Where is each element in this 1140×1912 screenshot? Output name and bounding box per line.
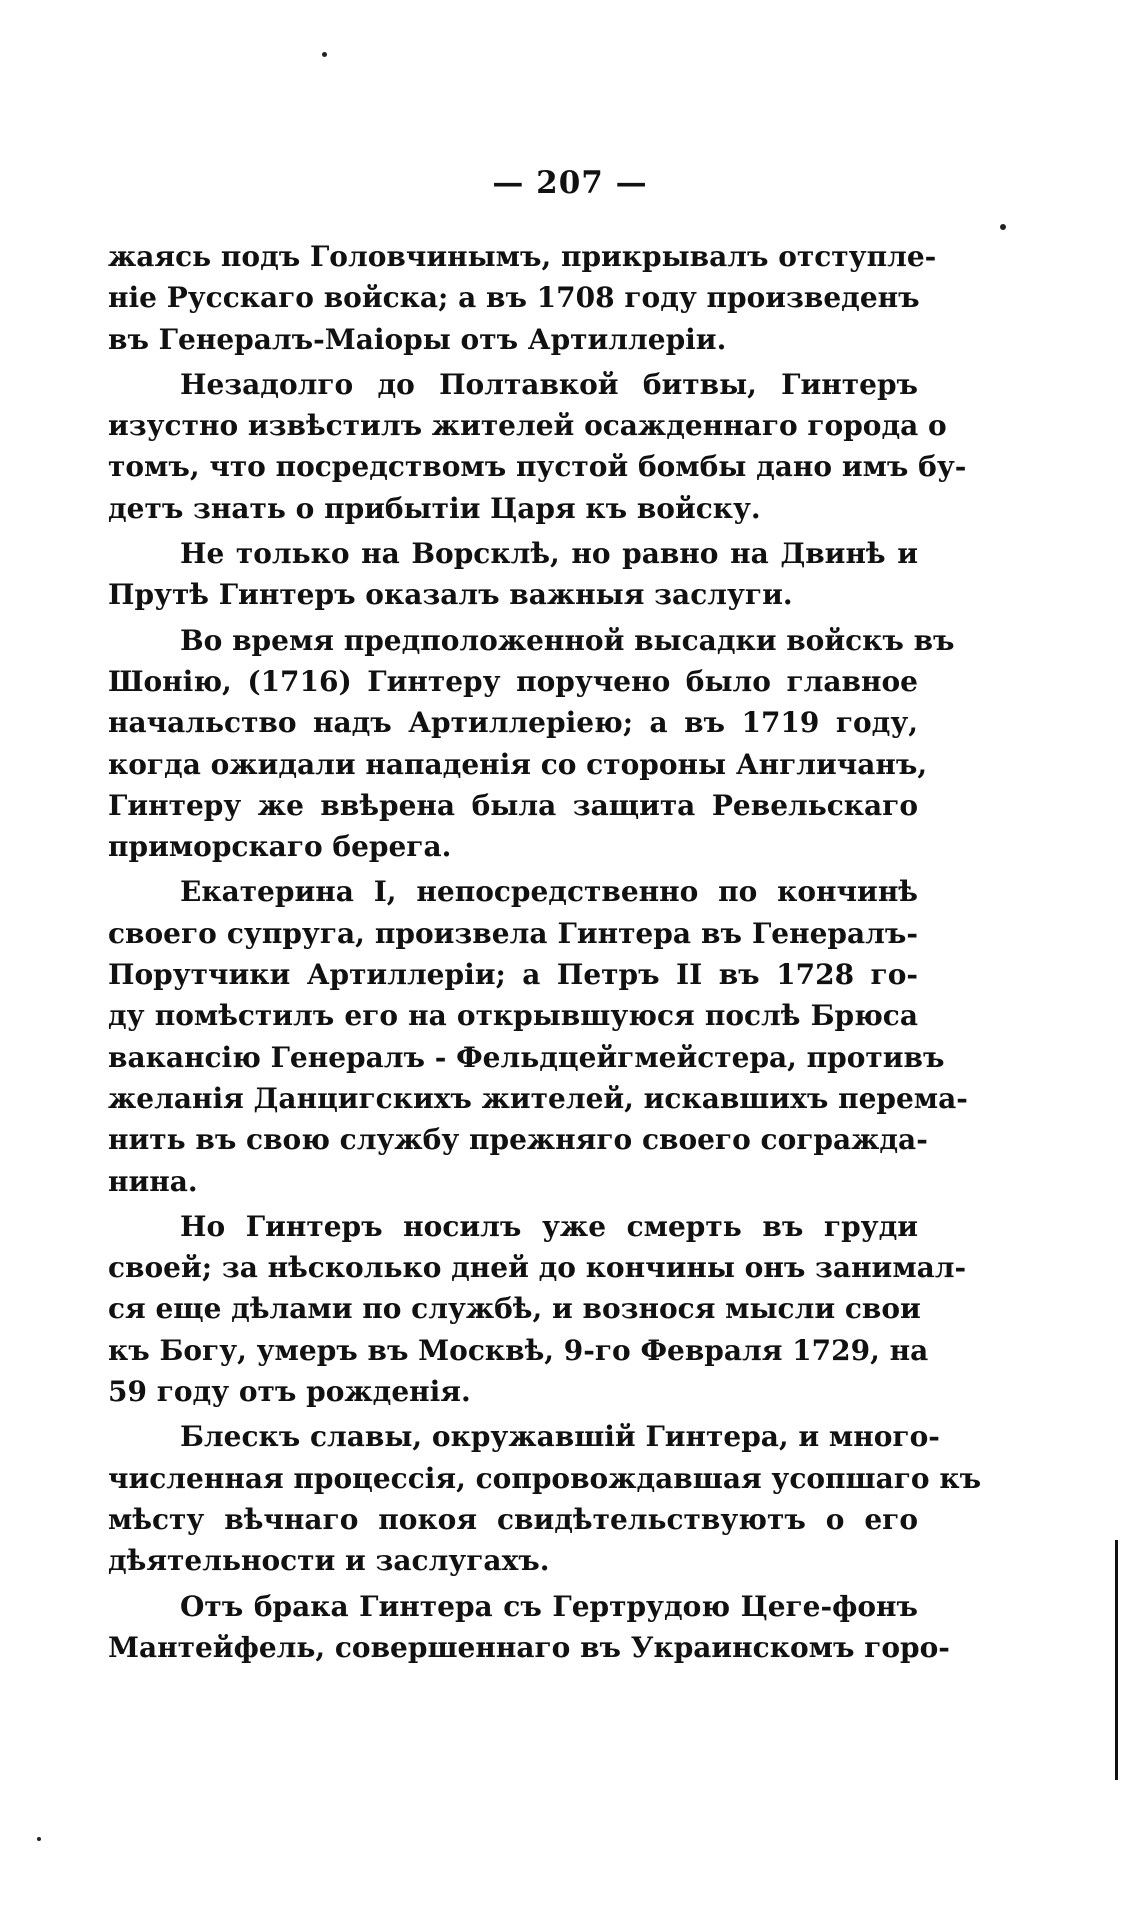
text-line: нина. — [108, 1164, 198, 1198]
paragraph — [108, 1206, 967, 1412]
text-line: желанія Данцигскихъ жителей, искавшихъ перема- — [108, 1081, 968, 1115]
body-text — [108, 236, 982, 1668]
text-line: ніе Русскаго войска; а въ 1708 году произведенъ — [108, 281, 920, 315]
text-line: численная процессія, сопровождавшая усопшаго къ — [108, 1461, 982, 1495]
text-line: Отъ брака Гинтера съ Гертрудою Цеге-фонъ — [180, 1589, 918, 1623]
text-line: изустно извѣстилъ жителей осажденнаго города о — [108, 409, 947, 443]
text-line: Порутчики Артиллеріи; а Петръ II въ 1728 го- — [108, 958, 918, 992]
text-line: Екатерина I, непосредственно по кончинѣ — [180, 875, 918, 909]
paragraph — [108, 364, 967, 529]
text-line: Во время предположенной высадки войскъ въ — [180, 623, 955, 657]
text-line: вакансію Генералъ - Фельдцейгмейстера, противъ — [108, 1040, 945, 1074]
text-line: начальство надъ Артиллеріею; а въ 1719 году, — [108, 706, 918, 740]
paragraph — [108, 871, 968, 1201]
text-line: когда ожидали нападенія со стороны Англичанъ, — [108, 747, 928, 781]
text-line: Не только на Ворсклѣ, но равно на Двинѣ и — [180, 537, 918, 571]
text-line: мѣсту вѣчнаго покоя свидѣтельствуютъ о его — [108, 1502, 918, 1536]
text-line: Мантейфель, совершеннаго въ Украинскомъ горо- — [108, 1630, 950, 1664]
text-line: Блескъ славы, окружавшій Гинтера, и много- — [180, 1420, 940, 1454]
text-line: своего супруга, произвела Гинтера въ Генералъ- — [108, 916, 918, 950]
text-line: въ Генералъ-Маіоры отъ Артиллеріи. — [108, 322, 727, 356]
scan-speck — [322, 52, 327, 57]
text-line: приморскаго берега. — [108, 830, 452, 864]
paragraph — [108, 1416, 982, 1581]
text-line: ся еще дѣлами по службѣ, и вознося мысли свои — [108, 1292, 921, 1326]
scan-speck — [1000, 224, 1006, 230]
text-line: Незадолго до Полтавкой битвы, Гинтеръ — [180, 367, 918, 401]
page-number: — 207 — — [492, 165, 648, 201]
paragraph — [108, 1586, 950, 1669]
text-line: Гинтеру же ввѣрена была защита Ревельскаго — [108, 788, 918, 822]
text-line: ду помѣстилъ его на открывшуюся послѣ Брюса — [108, 999, 918, 1033]
text-line: 59 году отъ рожденія. — [108, 1375, 471, 1409]
text-line: детъ знать о прибытіи Царя къ войску. — [108, 491, 761, 525]
paragraph — [108, 533, 918, 616]
text-line: жаясь подъ Головчинымъ, прикрывалъ отступле- — [108, 240, 937, 273]
text-line: своей; за нѣсколько дней до кончины онъ занимал- — [108, 1251, 967, 1285]
text-line: къ Богу, умеръ въ Москвѣ, 9-го Февраля 1729, на — [108, 1333, 929, 1367]
scan-speck — [37, 1837, 41, 1841]
text-line: Прутѣ Гинтеръ оказалъ важныя заслуги. — [108, 578, 793, 612]
text-line: Шонію, (1716) Гинтеру поручено было главное — [108, 664, 918, 698]
text-line: Но Гинтеръ носилъ уже смерть въ груди — [180, 1209, 918, 1243]
text-line: томъ, что посредствомъ пустой бомбы дано имъ бу- — [108, 450, 967, 484]
paragraph — [108, 620, 955, 868]
paragraph — [108, 236, 937, 360]
text-line: нить въ свою службу прежняго своего согражда- — [108, 1123, 928, 1157]
text-line: дѣятельности и заслугахъ. — [108, 1544, 550, 1578]
scan-edge-line — [1115, 1540, 1118, 1780]
